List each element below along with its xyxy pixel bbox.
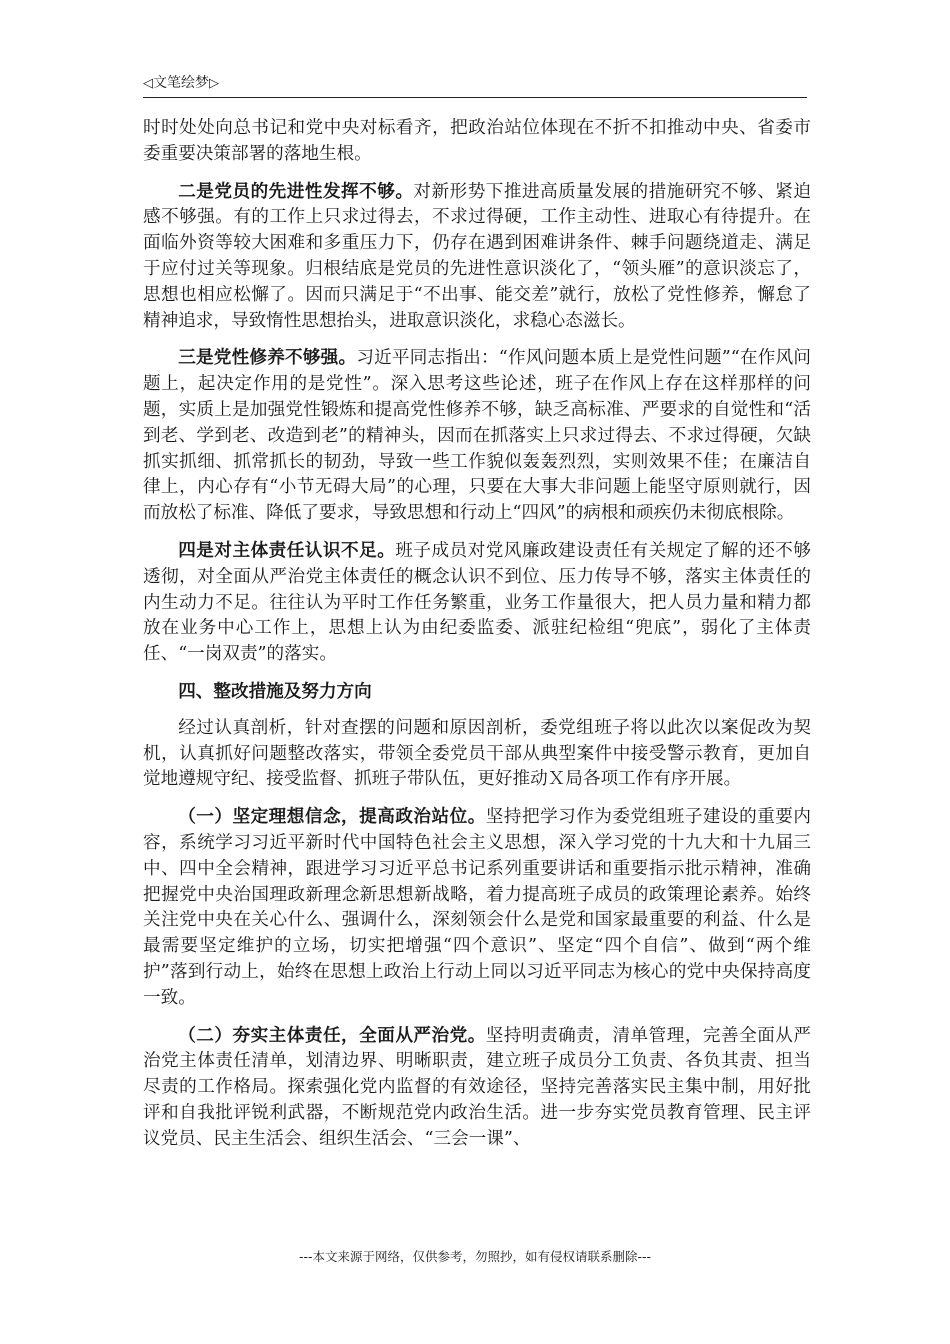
triangle-left-icon: ◁: [143, 76, 153, 91]
paragraph-text: 习近平同志指出：“作风问题本质上是党性问题”“在作风问题上，起决定作用的是党性”。深入思考这些论述，班子在作风上存在这样那样的问题，实质上是加强党性锻炼和提高党性修养不够，缺乏高标准、严要求的自觉性和“活到老、学到老、改造到老”的精神头，因而在抓落实上只求过得去、不求过得硬，欠缺抓实抓细、抓常抓长的韧劲，导致一些工作貌似轰轰烈烈，实则效果不佳；在廉洁自律上，内心存有“小节无碍大局”的心理，只要在大事大非问题上能坚守原则就行，因而放松了标准、降低了要求，导致思想和行动上“四风”的病根和顽疾仍未彻底根除。: [143, 348, 811, 524]
measure-text: 坚持把学习作为委党组班子建设的重要内容，系统学习习近平新时代中国特色社会主义思想，深入学习党的十九大和十九届三中、四中全会精神，跟进学习习近平总书记系列重要讲话和重要指示批示精神，准确把握党中央治国理政新理念新思想新战略，着力提高班子成员的政策理论素养。始终关注党中央在关心什么、强调什么，深刻领会什么是党和国家最重要的利益、什么是最需要坚定维护的立场，切实把增强“四个意识”、坚定“四个自信”、做到“两个维护”落到行动上，始终在思想上政治上行动上同以习近平同志为核心的党中央保持高度一致。: [143, 807, 811, 1008]
paragraph-two: [143, 179, 811, 335]
measure-two: [143, 1023, 811, 1153]
header-logo: [143, 72, 219, 92]
paragraph-four: [143, 538, 811, 668]
measure-lead: （二）夯实主体责任，全面从严治党。: [178, 1024, 486, 1046]
triangle-right-icon: ▷: [209, 76, 219, 91]
page-footer: ---本文来源于网络，仅供参考，勿照抄，如有侵权请联系删除---: [298, 1249, 652, 1264]
measure-one: [143, 804, 811, 1011]
paragraph-text: 班子成员对党风廉政建设责任有关规定了解的还不够透彻，对全面从严治党主体责任的概念认识不到位、压力传导不够，落实主体责任的内生动力不足。往往认为平时工作任务繁重，业务工作量很大，把人员力量和精力都放在业务中心工作上，思想上认为由纪委监委、派驻纪检组“兜底”，弱化了主体责任、“一岗双责”的落实。: [143, 540, 811, 665]
paragraph-text: 时时处处向总书记和党中央对标看齐，把政治站位体现在不折不扣推动中央、省委市委重要决策部署的落地生根。: [143, 118, 811, 164]
paragraph-lead: 二是党员的先进性发挥不够。: [178, 180, 414, 202]
paragraph-three: [143, 345, 811, 527]
paragraph-text: 对新形势下推进高质量发展的措施研究不够、紧迫感不够强。有的工作上只求过得去，不求过得硬，工作主动性、进取心有待提升。在面临外资等较大困难和多重压力下，仍存在遇到困难讲条件、棘手问题绕道走、满足于应付过关等现象。归根结底是党员的先进性意识淡化了，“领头雁”的意识淡忘了，思想也相应松懈了。因而只满足于“不出事、能交差”就行，放松了党性修养，懈怠了精神追求，导致惰性思想抬头，进取意识淡化，求稳心态滋长。: [143, 181, 811, 331]
measure-lead: （一）坚定理想信念，提高政治站位。: [178, 806, 486, 828]
paragraph-text: 经过认真剖析，针对查摆的问题和原因剖析，委党组班子将以此次以案促改为契机，认真抓好问题整改落实，带领全委党员干部从典型案件中接受警示教育，更加自觉地遵规守纪、接受监督、抓班子带队伍，更好推动Ｘ局各项工作有序开展。: [143, 717, 811, 790]
section-intro: [143, 716, 811, 793]
paragraph-lead: 四是对主体责任认识不足。: [178, 539, 396, 561]
header-logo-text: 文笔绘梦: [153, 75, 209, 91]
paragraph-continued: [143, 116, 811, 168]
section-heading: 四、整改措施及努力方向: [178, 680, 372, 702]
document-body: [143, 116, 811, 1163]
page-header: [143, 72, 807, 98]
measure-text: 坚持明责确责，清单管理，完善全面从严治党主体责任清单，划清边界、明晰职责，建立班子成员分工负责、各负其责、担当尽责的工作格局。探索强化党内监督的有效途径，坚持完善落实民主集中制，用好批评和自我批评锐利武器，不断规范党内政治生活。进一步夯实党员教育管理、民主评议党员、民主生活会、组织生活会、“三会一课”、: [143, 1025, 811, 1149]
paragraph-lead: 三是党性修养不够强。: [178, 347, 357, 369]
